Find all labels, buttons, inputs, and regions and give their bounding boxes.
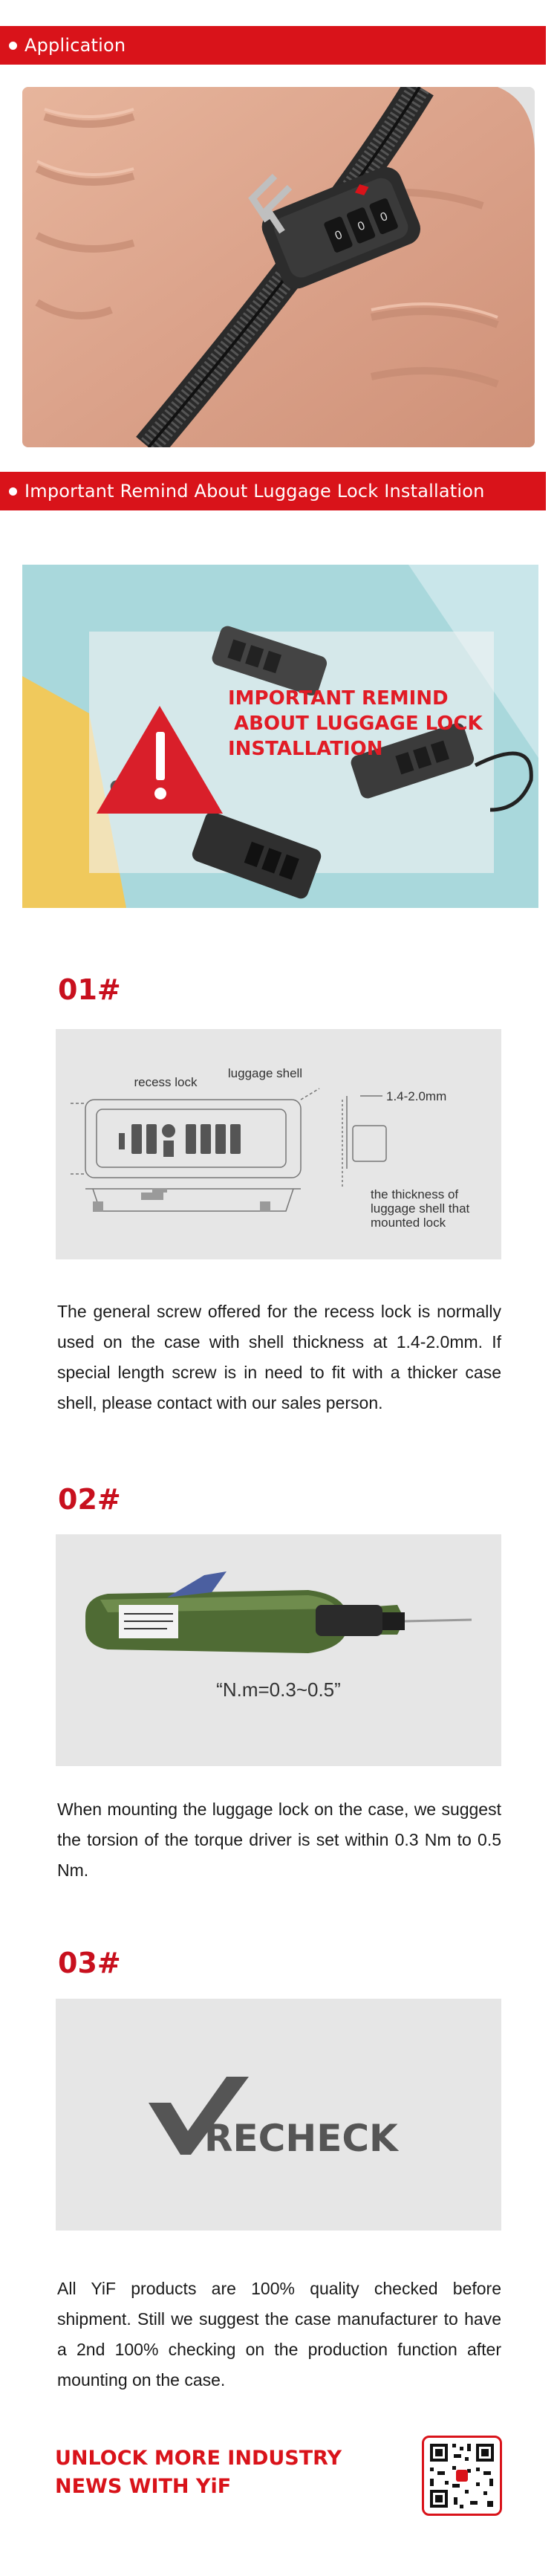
section-bar-application [0, 26, 546, 65]
torque-driver-panel [56, 1534, 501, 1766]
section-title: Application [25, 35, 126, 56]
step-2-number: 02# [58, 1483, 121, 1516]
torque-value-label: “N.m=0.3~0.5” [216, 1678, 341, 1701]
suitcase-lock-photo [22, 87, 535, 447]
recheck-panel [56, 1999, 501, 2231]
svg-text:0: 0 [356, 219, 367, 234]
step-3-text: All YiF products are 100% quality checked before shipment. Still we suggest the case manufacturer to have a 2nd 100% checking on the production function after mounting on the case. [57, 2279, 501, 2390]
section-title: Important Remind About Luggage Lock Installation [25, 481, 485, 502]
remind-banner [22, 565, 538, 908]
step-1-number: 01# [58, 973, 121, 1006]
recess-lock-diagram [56, 1029, 501, 1259]
step-3-number: 03# [58, 1947, 121, 1979]
bullet-icon [9, 487, 17, 496]
remind-line-1: IMPORTANT REMIND [228, 687, 449, 710]
recheck-logo-text: RECHECK [204, 2117, 398, 2160]
section-bar-remind [0, 472, 546, 510]
note-line-1: the thickness of [371, 1187, 459, 1201]
footer-line-2: NEWS WITH YiF [55, 2475, 232, 2498]
svg-text:0: 0 [333, 228, 345, 243]
remind-banner-text [228, 686, 483, 762]
step-1-text: The general screw offered for the recess lock is normally used on the case with shell thickness at 1.4-2.0mm. If special length screw is in need to fit with a thicker case shell, please contact with our sales person. [57, 1302, 501, 1412]
step-2-text: When mounting the luggage lock on the case, we suggest the torsion of the torque driver is set within 0.3 Nm to 0.5 Nm. [57, 1800, 501, 1880]
bullet-icon [9, 42, 17, 50]
label-recess-lock: recess lock [134, 1075, 198, 1089]
footer-cta [55, 2444, 342, 2501]
footer-line-1: UNLOCK MORE INDUSTRY [55, 2447, 342, 2470]
note-line-3: mounted lock [371, 1216, 446, 1230]
label-luggage-shell: luggage shell [227, 1066, 303, 1080]
remind-line-2: ABOUT LUGGAGE LOCK [234, 713, 483, 735]
svg-text:0: 0 [378, 210, 390, 224]
qr-code[interactable] [422, 2436, 502, 2516]
label-thickness-range: 1.4-2.0mm [386, 1089, 447, 1103]
note-line-2: luggage shell that [371, 1201, 470, 1216]
remind-line-3: INSTALLATION [228, 738, 383, 760]
